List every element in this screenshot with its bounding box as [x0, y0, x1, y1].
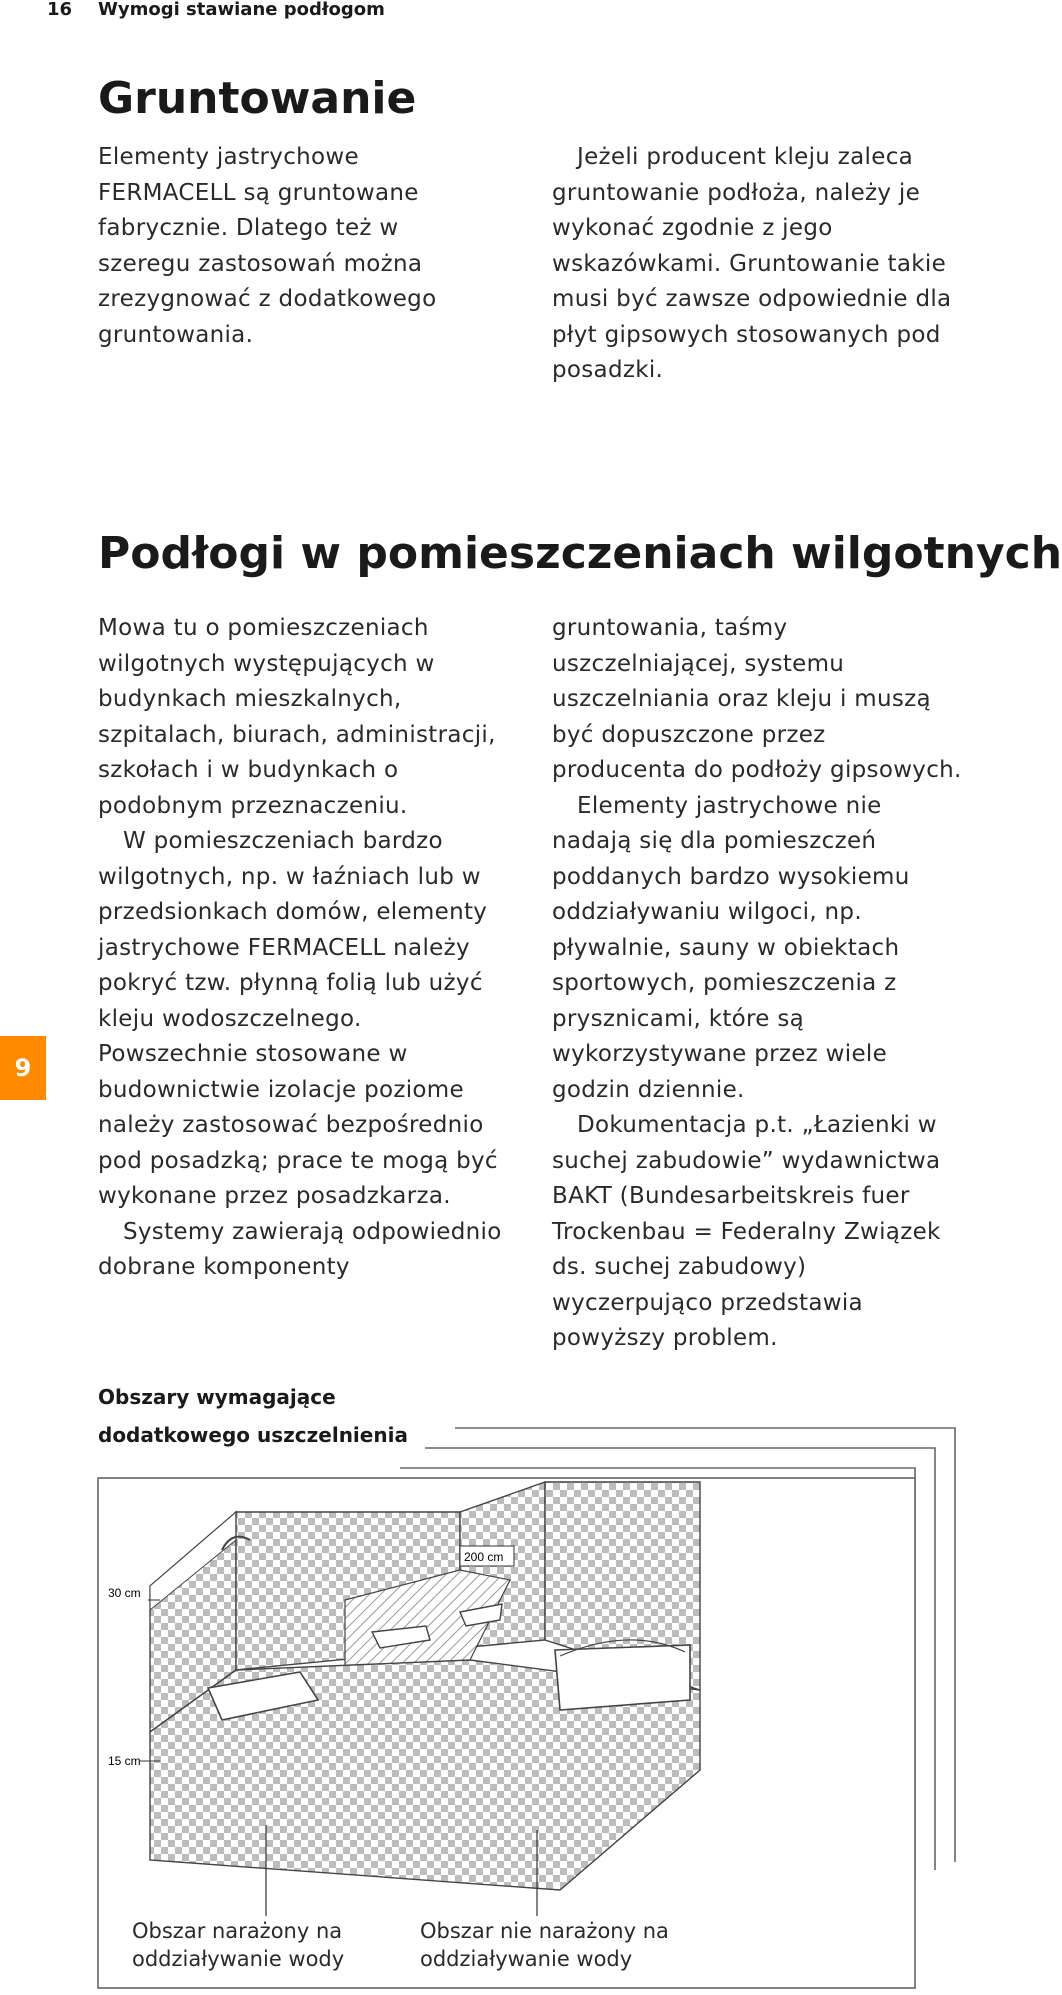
bathroom-illustration — [0, 1420, 960, 1995]
priming-left-text: Elementy jastrychowe FERMACELL są gruntowane fabrycznie. Dlatego też w szeregu zastosowań można zrezygnować z dodatkowego gruntowania. — [98, 144, 437, 348]
wet-rooms-paragraph: Mowa tu o pomieszczeniach wilgotnych występujących w budynkach mieszkalnych, szpitalach, biurach, administracji, szkołach i w budynkach o podobnym przeznaczeniu. — [98, 615, 496, 819]
priming-left-column — [98, 140, 498, 353]
page-number: 16 — [47, 0, 73, 20]
dim-30-label: 30 cm — [108, 1586, 141, 1600]
priming-right-column — [552, 140, 952, 389]
wet-rooms-paragraph: Dokumentacja p.t. „Łazienki w suchej zabudowie” wydawnictwa BAKT (Bundesarbeitskreis fuer Trockenbau = Federalny Związek ds. suchej zabudowy) wyczerpująco przedstawia powyższy problem. — [552, 1112, 941, 1351]
section-title-priming: Gruntowanie — [98, 73, 417, 124]
dim-15-label: 15 cm — [108, 1754, 141, 1768]
label-not-exposed-text: Obszar nie narażony na oddziaływanie wody — [420, 1919, 669, 1971]
wet-rooms-paragraph: Systemy zawierają odpowiednio dobrane komponenty — [98, 1218, 502, 1280]
wet-rooms-left-column — [98, 611, 518, 1286]
priming-right-text: Jeżeli producent kleju zaleca gruntowanie podłoża, należy je wykonać zgodnie z jego wskazówkami. Gruntowanie takie musi być zawsze odpowiednie dla płyt gipsowych stosowanych pod posadzki. — [552, 144, 952, 383]
wet-rooms-paragraph: Elementy jastrychowe nie nadają się dla pomieszczeń poddanych bardzo wysokiemu oddziaływaniu wilgoci, np. pływalnie, sauny w obiektach sportowych, pomieszczenia z prysznicami, które są wykorzystywane przez wiele godzin dziennie. — [552, 792, 910, 1103]
dim-200-label: 200 cm — [464, 1550, 504, 1564]
wet-rooms-paragraph: gruntowania, taśmy uszczelniającej, systemu uszczelniania oraz kleju i muszą być dopuszczone przez producenta do podłoży gipsowych. — [552, 615, 962, 783]
wet-rooms-paragraph: W pomieszczeniach bardzo wilgotnych, np. w łaźniach lub w przedsionkach domów, elementy jastrychowe FERMACELL należy pokryć tzw. płynną folią lub użyć kleju wodoszczelnego. Powszechnie stosowane w budownictwie izolacje poziome należy zastosować bezpośrednio pod posadzką; prace te mogą być wykonane przez posadzkarza. — [98, 828, 498, 1209]
label-not-exposed-area — [420, 1917, 690, 1973]
label-exposed-text: Obszar narażony na oddziaływanie wody — [132, 1919, 345, 1971]
chapter-tab: 9 — [0, 1036, 46, 1100]
figure-caption: Obszary wymagające dodatkowego uszczelnienia — [98, 1385, 408, 1447]
section-title-wet-rooms: Podłogi w pomieszczeniach wilgotnych — [98, 528, 1062, 579]
bathroom-drawing — [0, 1420, 960, 1995]
page-header — [0, 0, 960, 20]
running-title: Wymogi stawiane podłogom — [98, 0, 385, 20]
bathtub — [555, 1645, 690, 1710]
label-exposed-area — [132, 1917, 372, 1973]
wet-rooms-right-column — [552, 611, 962, 1357]
